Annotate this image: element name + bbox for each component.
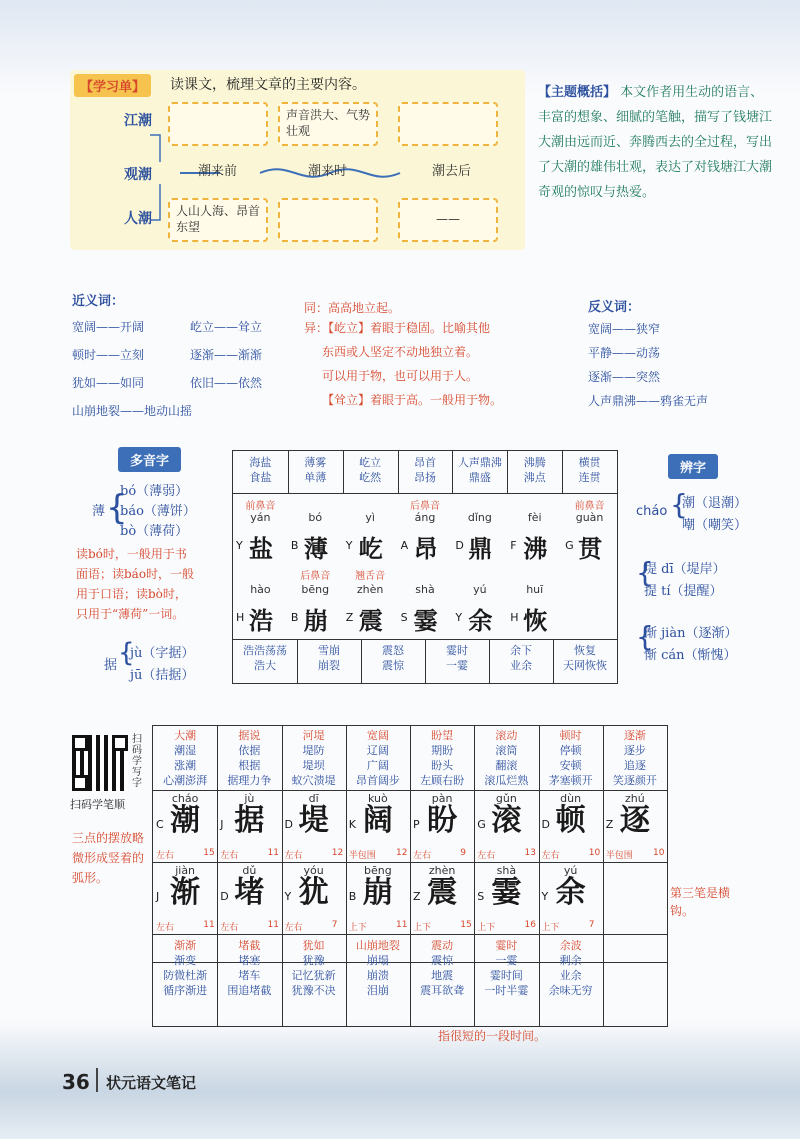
bottom-word-cell: 余下 业余 bbox=[510, 644, 532, 672]
grid-top-word: 辽阔 bbox=[366, 744, 389, 757]
grid-bottom-word: 堵截 bbox=[238, 939, 261, 952]
grid-strokes: 15 bbox=[460, 920, 472, 930]
grid-letter: B bbox=[348, 890, 357, 903]
synonym-pair-2: 屹立——耸立 bbox=[190, 320, 263, 334]
row2-char: 震 bbox=[358, 607, 383, 635]
grid-top-word: 左顾右盼 bbox=[420, 774, 465, 787]
synonym-note-2: 东西或人坚定不动地独立着。 bbox=[322, 345, 479, 359]
grid-top-cell bbox=[539, 728, 603, 788]
bottom-word-cell: 恢复 天网恢恢 bbox=[563, 644, 607, 672]
grid-char: 震 bbox=[427, 875, 458, 910]
row2-letter: Z bbox=[345, 611, 354, 624]
box-1-2 bbox=[278, 102, 378, 146]
grid-pinyin: yú bbox=[563, 864, 578, 877]
grid-pinyin: shà bbox=[496, 864, 517, 877]
grid-top-word: 宽阔 bbox=[366, 729, 389, 742]
row1-letter: B bbox=[290, 539, 299, 552]
grid-top-word: 顿时 bbox=[559, 729, 582, 742]
grid-top-word: 翻滚 bbox=[495, 759, 518, 772]
grid-structure: 左右 bbox=[156, 923, 175, 933]
grid-pinyin: cháo bbox=[171, 792, 199, 805]
row2-letter: Y bbox=[455, 611, 463, 624]
row2-pinyin: hào bbox=[250, 583, 271, 596]
grid-bottom-word: 一霎 bbox=[495, 954, 518, 967]
grid-strokes: 13 bbox=[524, 848, 536, 858]
stage-before: 潮来前 bbox=[198, 164, 238, 179]
row2-char: 崩 bbox=[303, 607, 328, 635]
grid-pinyin: gǔn bbox=[495, 792, 517, 805]
grid-top-word: 大潮 bbox=[174, 729, 197, 742]
grid-structure: 左右 bbox=[156, 851, 175, 861]
grid-structure: 左右 bbox=[284, 923, 303, 933]
chao-item-1: 潮（退潮） bbox=[682, 496, 748, 511]
synonym-pair-7: 山崩地裂——地动山摇 bbox=[72, 404, 193, 418]
row1-char: 盐 bbox=[249, 535, 273, 563]
grid-top-word: 潮湿 bbox=[174, 744, 197, 757]
bao-note-1: 读bó时，一般用于书 bbox=[76, 547, 187, 561]
grid-row-line bbox=[153, 934, 667, 935]
grid-strokes: 16 bbox=[524, 920, 536, 930]
grid-structure: 上下 bbox=[413, 923, 432, 933]
top-word-cell: 人声鼎沸 鼎盛 bbox=[457, 456, 502, 484]
top-word-cell: 薄雾 单薄 bbox=[304, 456, 327, 484]
grid-strokes: 11 bbox=[267, 920, 279, 930]
grid-strokes: 10 bbox=[588, 848, 601, 858]
qr-code[interactable] bbox=[72, 735, 128, 791]
row1-tag: 后鼻音 bbox=[409, 501, 440, 512]
row1-tag: 前鼻音 bbox=[245, 501, 276, 512]
grid-pinyin: dī bbox=[308, 792, 319, 805]
row1-pinyin: guàn bbox=[575, 511, 604, 524]
bao-brace: { bbox=[106, 488, 128, 528]
grid-top-word: 滚动 bbox=[495, 729, 518, 742]
row1-pinyin: yán bbox=[250, 511, 271, 524]
jian-item-1: 渐 jiàn（逐渐） bbox=[644, 626, 738, 641]
grid-bottom-cell bbox=[410, 938, 474, 998]
grid-bottom-word: 堵塞 bbox=[238, 954, 261, 967]
grid-bottom-cell bbox=[474, 938, 538, 998]
bao-reading-3: bò（薄荷） bbox=[120, 524, 189, 539]
grid-bottom-word: 剩余 bbox=[559, 954, 582, 967]
grid-letter: C bbox=[156, 818, 164, 831]
synonym-title: 近义词： bbox=[72, 294, 125, 309]
synonym-note-1: 异：【屹立】着眼于稳固。比喻其他 bbox=[304, 321, 491, 335]
grid-char: 堵 bbox=[234, 875, 265, 910]
grid-bottom-word: 犹豫不决 bbox=[291, 984, 336, 997]
grid-letter: G bbox=[477, 818, 486, 831]
row2-char: 余 bbox=[468, 607, 493, 635]
grid-top-word: 蚁穴溃堤 bbox=[291, 774, 336, 787]
grid-bottom-word: 余味无穷 bbox=[548, 984, 593, 997]
grid-letter: Z bbox=[413, 890, 421, 903]
grid-strokes: 9 bbox=[460, 848, 466, 858]
grid-structure: 半包围 bbox=[605, 851, 633, 861]
grid-bottom-word: 堵车 bbox=[238, 969, 261, 982]
box-1-3 bbox=[398, 102, 498, 146]
row1-letter: Y bbox=[345, 539, 353, 552]
top-word-cell: 昂首 昂扬 bbox=[413, 456, 436, 484]
box-people-text: 人山人海、昂首东望 bbox=[176, 204, 261, 234]
row1-letter: D bbox=[455, 539, 464, 552]
grid-top-word: 滚瓜烂熟 bbox=[484, 774, 529, 787]
qr-corner-tl bbox=[72, 735, 88, 751]
grid-note-right: 第三笔是横钩。 bbox=[670, 886, 731, 918]
bottom-word-cell: 霎时 一霎 bbox=[446, 644, 468, 672]
grid-top-word: 滚筒 bbox=[495, 744, 518, 757]
grid-strokes: 7 bbox=[588, 920, 595, 930]
bottom-word-cell: 震怒 震惊 bbox=[382, 644, 404, 672]
synonym-note-3: 可以用于物，也可以用于人。 bbox=[322, 369, 479, 383]
grid-char: 逐 bbox=[619, 803, 650, 838]
ti-brace: { bbox=[636, 556, 654, 589]
grid-top-cell bbox=[410, 728, 474, 788]
grid-bottom-word: 霎时间 bbox=[489, 969, 523, 982]
grid-top-word: 笑逐颜开 bbox=[612, 774, 657, 787]
grid-top-word: 茅塞顿开 bbox=[548, 774, 593, 787]
distinguish-tag: 辨字 bbox=[668, 454, 718, 479]
vocab-grid bbox=[152, 725, 668, 1027]
box-dash-text: —— bbox=[436, 212, 460, 226]
stage-after: 潮去后 bbox=[432, 164, 472, 179]
grid-letter: J bbox=[220, 818, 224, 831]
grid-bottom-word: 霎时 bbox=[495, 939, 518, 952]
theme-summary bbox=[538, 80, 774, 205]
grid-char: 盼 bbox=[427, 803, 458, 838]
ti-item-1: 堤 dī（堤岸） bbox=[644, 562, 726, 577]
row-label-people: 人潮 bbox=[124, 211, 152, 227]
row1-char: 昂 bbox=[413, 535, 438, 563]
grid-pinyin: dǔ bbox=[242, 864, 257, 877]
grid-char: 霎 bbox=[491, 875, 522, 910]
grid-bottom-word: 防微杜渐 bbox=[163, 969, 208, 982]
ju-brace: { bbox=[118, 638, 135, 668]
grid-bottom-word: 震惊 bbox=[431, 954, 454, 967]
grid-letter: D bbox=[541, 818, 550, 831]
row2-pinyin: shà bbox=[415, 583, 435, 596]
synonym-pair-4: 逐渐——渐渐 bbox=[190, 348, 263, 362]
grid-char: 滚 bbox=[491, 803, 522, 838]
grid-letter: D bbox=[284, 818, 293, 831]
grid-structure: 左右 bbox=[541, 851, 560, 861]
row2-tag: 后鼻音 bbox=[300, 571, 331, 582]
antonym-pair-4: 人声鼎沸——鸦雀无声 bbox=[588, 394, 709, 408]
box-3-3 bbox=[398, 198, 498, 242]
grid-char: 堤 bbox=[298, 803, 329, 838]
grid-strokes: 11 bbox=[396, 920, 408, 930]
row1-char: 鼎 bbox=[468, 535, 493, 563]
box-sound-text: 声音洪大、气势壮观 bbox=[286, 108, 371, 138]
grid-top-word: 堤坝 bbox=[302, 759, 325, 772]
grid-structure: 左右 bbox=[220, 923, 239, 933]
row2-char: 浩 bbox=[249, 607, 273, 635]
top-word-cell: 屹立 屹然 bbox=[359, 456, 382, 484]
grid-top-word: 盼头 bbox=[431, 759, 454, 772]
grid-top-word: 根据 bbox=[238, 759, 261, 772]
bao-reading-1: bó（薄弱） bbox=[120, 484, 189, 499]
chao-pinyin: cháo bbox=[636, 504, 668, 519]
grid-letter: D bbox=[220, 890, 229, 903]
theme-tag: 【主题概括】 bbox=[538, 85, 617, 100]
grid-letter: P bbox=[413, 818, 420, 831]
grid-bottom-word: 震耳欲聋 bbox=[420, 984, 465, 997]
chao-brace: { bbox=[670, 488, 688, 521]
row2-letter: H bbox=[236, 611, 245, 624]
box-3-2 bbox=[278, 198, 378, 242]
grid-bottom-word: 循序渐进 bbox=[163, 984, 208, 997]
grid-char: 犹 bbox=[298, 875, 329, 910]
grid-pinyin: kuò bbox=[368, 792, 388, 805]
grid-top-word: 逐步 bbox=[623, 744, 646, 757]
grid-top-word: 据理力争 bbox=[227, 774, 272, 787]
bao-note-4: 只用于“薄荷”一词。 bbox=[76, 607, 185, 621]
row2-pinyin: bēng bbox=[301, 583, 330, 596]
stage-during: 潮来时 bbox=[308, 164, 348, 179]
jian-item-2: 惭 cán（惭愧） bbox=[644, 648, 737, 663]
character-table bbox=[232, 450, 618, 684]
grid-bottom-word: 山崩地裂 bbox=[355, 939, 400, 952]
grid-pinyin: jiàn bbox=[175, 864, 196, 877]
synonym-pair-6: 依旧——依然 bbox=[190, 376, 263, 390]
grid-char: 崩 bbox=[362, 875, 393, 910]
grid-top-word: 心潮澎湃 bbox=[163, 774, 208, 787]
grid-bottom-word: 渐渐 bbox=[174, 939, 197, 952]
grid-top-word: 期盼 bbox=[431, 744, 454, 757]
grid-bottom-word: 业余 bbox=[559, 969, 582, 982]
grid-top-word: 安顿 bbox=[559, 759, 582, 772]
row2-letter: H bbox=[510, 611, 519, 624]
synonym-note-top: 同：高高地立起。 bbox=[304, 301, 401, 315]
row1-letter: F bbox=[510, 539, 517, 552]
row1-pinyin: bó bbox=[308, 511, 323, 524]
grid-bottom-word: 犹豫 bbox=[302, 954, 325, 967]
grid-strokes: 12 bbox=[331, 848, 344, 858]
footer-divider bbox=[96, 1068, 98, 1092]
grid-top-cell bbox=[346, 728, 410, 788]
grid-letter: S bbox=[477, 890, 485, 903]
row1-pinyin: yì bbox=[365, 511, 375, 524]
grid-bottom-word: 崩溃 bbox=[366, 969, 389, 982]
row2-tag: 翘舌音 bbox=[355, 571, 386, 582]
row2-pinyin: yú bbox=[473, 583, 487, 596]
top-word-cell: 沸腾 沸点 bbox=[523, 456, 546, 484]
synonym-pair-3: 顿时——立刻 bbox=[72, 348, 145, 362]
qr-corner-tr bbox=[112, 735, 128, 751]
grid-bottom-word: 记忆犹新 bbox=[291, 969, 336, 982]
grid-top-cell bbox=[474, 728, 538, 788]
bottom-word-cell: 雪崩 崩裂 bbox=[318, 644, 340, 672]
grid-structure: 左右 bbox=[477, 851, 496, 861]
grid-pinyin: zhú bbox=[625, 792, 645, 805]
grid-row-line bbox=[153, 790, 667, 791]
chao-item-2: 嘲（嘲笑） bbox=[682, 518, 748, 533]
synonym-note-4: 【耸立】着眼于高。一般用于物。 bbox=[322, 393, 503, 407]
row2-char: 霎 bbox=[413, 607, 438, 635]
grid-top-cell bbox=[282, 728, 346, 788]
grid-top-word: 涨潮 bbox=[174, 759, 197, 772]
bao-reading-2: báo（薄饼） bbox=[120, 504, 196, 519]
grid-pinyin: pàn bbox=[431, 792, 453, 805]
grid-bottom-word: 地震 bbox=[431, 969, 454, 982]
row1-pinyin: dǐng bbox=[467, 511, 492, 524]
grid-note-left: 三点的摆放略微形成竖着的弧形。 bbox=[72, 831, 145, 885]
row2-pinyin: huī bbox=[526, 583, 544, 596]
grid-letter: Y bbox=[541, 890, 549, 903]
qr-corner-bl bbox=[72, 775, 88, 791]
footer-title: 状元语文笔记 bbox=[106, 1074, 197, 1092]
grid-strokes: 10 bbox=[653, 848, 665, 858]
bottom-word-cell: 浩浩荡荡 浩大 bbox=[243, 644, 287, 672]
ti-item-2: 提 tí（提醒） bbox=[644, 584, 723, 599]
grid-top-word: 盼望 bbox=[431, 729, 454, 742]
grid-letter: Z bbox=[605, 818, 614, 831]
grid-pinyin: jù bbox=[244, 792, 255, 805]
grid-pinyin: yóu bbox=[303, 864, 324, 877]
grid-structure: 上下 bbox=[477, 923, 496, 933]
top-word-cell: 横贯 连贯 bbox=[578, 456, 601, 484]
grid-structure: 上下 bbox=[348, 923, 367, 933]
box-3-1 bbox=[168, 198, 268, 242]
grid-pinyin: zhèn bbox=[428, 864, 456, 877]
antonym-pair-1: 宽阔——狭窄 bbox=[588, 322, 661, 336]
grid-strokes: 12 bbox=[396, 848, 408, 858]
page-number: 36 bbox=[62, 1070, 90, 1094]
grid-structure: 左右 bbox=[284, 851, 303, 861]
grid-bottom-cell bbox=[282, 938, 346, 998]
grid-char: 潮 bbox=[170, 803, 201, 838]
grid-bottom-word: 震动 bbox=[431, 939, 454, 952]
row1-char: 贯 bbox=[578, 535, 603, 563]
box-1-1 bbox=[168, 102, 268, 146]
grid-bottom-cell bbox=[217, 938, 281, 998]
grid-strokes: 7 bbox=[331, 920, 338, 930]
row1-char: 沸 bbox=[523, 535, 548, 563]
ju-char: 据 bbox=[104, 658, 118, 673]
bao-char: 薄 bbox=[92, 504, 106, 519]
qr-label: 扫码学笔顺 bbox=[70, 798, 125, 811]
grid-structure: 左右 bbox=[413, 851, 432, 861]
table-row-line bbox=[233, 493, 617, 494]
grid-strokes: 11 bbox=[203, 920, 215, 930]
grid-top-word: 堤防 bbox=[302, 744, 325, 757]
grid-bottom-word: 崩塌 bbox=[366, 954, 389, 967]
grid-structure: 左右 bbox=[220, 851, 239, 861]
grid-letter: Y bbox=[284, 890, 292, 903]
grid-bottom-word: 围追堵截 bbox=[227, 984, 272, 997]
grid-structure: 上下 bbox=[541, 923, 560, 933]
sheet-tag: 【学习单】 bbox=[74, 74, 151, 97]
grid-top-word: 昂首阔步 bbox=[355, 774, 400, 787]
grid-char: 据 bbox=[234, 803, 265, 838]
grid-strokes: 11 bbox=[267, 848, 279, 858]
polyphone-tag: 多音字 bbox=[118, 447, 181, 472]
grid-top-word: 停顿 bbox=[559, 744, 582, 757]
antonym-title: 反义词： bbox=[588, 300, 641, 315]
row1-pinyin: áng bbox=[414, 511, 436, 524]
row1-letter: A bbox=[400, 539, 409, 552]
ju-reading-1: jù（字据） bbox=[130, 646, 195, 661]
grid-row-line bbox=[153, 862, 667, 863]
grid-char: 渐 bbox=[170, 875, 201, 910]
grid-top-word: 追逐 bbox=[623, 759, 646, 772]
grid-top-word: 依据 bbox=[238, 744, 261, 757]
grid-bottom-word: 渐变 bbox=[174, 954, 197, 967]
top-word-cell: 海盐 食盐 bbox=[249, 456, 272, 484]
synonym-pair-5: 犹如——如同 bbox=[72, 376, 145, 390]
grid-structure: 半包围 bbox=[348, 851, 376, 861]
grid-bottom-cell bbox=[539, 938, 603, 998]
row1-letter: G bbox=[565, 539, 574, 552]
grid-bottom-cell bbox=[153, 938, 217, 998]
grid-char: 余 bbox=[555, 875, 586, 910]
grid-char: 顿 bbox=[555, 803, 586, 838]
grid-letter: J bbox=[156, 890, 160, 903]
grid-strokes: 15 bbox=[203, 848, 215, 858]
jian-brace: { bbox=[636, 620, 654, 653]
grid-bottom-cell bbox=[346, 938, 410, 998]
antonym-pair-2: 平静——动荡 bbox=[588, 346, 661, 360]
grid-pinyin: dùn bbox=[560, 792, 582, 805]
theme-text: 本文作者用生动的语言、丰富的想象、细腻的笔触，描写了钱塘江大潮由远而近、奔腾西去的全过程，写出了大潮的雄伟壮观，表达了对钱塘江大潮奇观的惊叹与热爱。 bbox=[538, 85, 773, 200]
grid-top-word: 河堤 bbox=[302, 729, 325, 742]
sheet-instruction: 读课文，梳理文章的主要内容。 bbox=[170, 77, 366, 93]
grid-note-bottom: 指很短的一段时间。 bbox=[438, 1029, 547, 1043]
qr-side-label: 扫码学写字 bbox=[132, 734, 142, 789]
row1-char: 屹 bbox=[358, 535, 383, 563]
synonym-pair-1: 宽阔——开阔 bbox=[72, 320, 145, 334]
grid-top-word: 据说 bbox=[238, 729, 261, 742]
row-label-watch: 观潮 bbox=[124, 167, 152, 183]
grid-bottom-word: 犹如 bbox=[302, 939, 325, 952]
row2-char: 恢 bbox=[523, 607, 548, 635]
grid-bottom-word: 余波 bbox=[559, 939, 582, 952]
bao-note-2: 面语；读báo时，一般 bbox=[76, 567, 195, 581]
grid-top-cell bbox=[217, 728, 281, 788]
row2-pinyin: zhèn bbox=[356, 583, 384, 596]
row2-letter: B bbox=[290, 611, 299, 624]
grid-top-word: 逐渐 bbox=[623, 729, 646, 742]
grid-top-word: 广阔 bbox=[366, 759, 389, 772]
row-label-river: 江潮 bbox=[124, 113, 152, 129]
row1-tag: 前鼻音 bbox=[574, 501, 605, 512]
antonym-pair-3: 逐渐——突然 bbox=[588, 370, 661, 384]
grid-letter: K bbox=[348, 818, 356, 831]
row1-pinyin: fèi bbox=[527, 511, 542, 524]
grid-top-cell bbox=[153, 728, 217, 788]
grid-pinyin: bēng bbox=[364, 864, 392, 877]
grid-top-cell bbox=[603, 728, 667, 788]
row1-char: 薄 bbox=[303, 535, 328, 563]
grid-bottom-word: 一时半霎 bbox=[484, 984, 529, 997]
row1-letter: Y bbox=[236, 539, 243, 552]
row2-letter: S bbox=[400, 611, 408, 624]
grid-bottom-word: 泪崩 bbox=[366, 984, 389, 997]
ju-reading-2: jū（拮据） bbox=[130, 668, 195, 683]
bao-note-3: 用于口语；读bò时， bbox=[76, 587, 187, 601]
grid-char: 阔 bbox=[362, 803, 393, 838]
